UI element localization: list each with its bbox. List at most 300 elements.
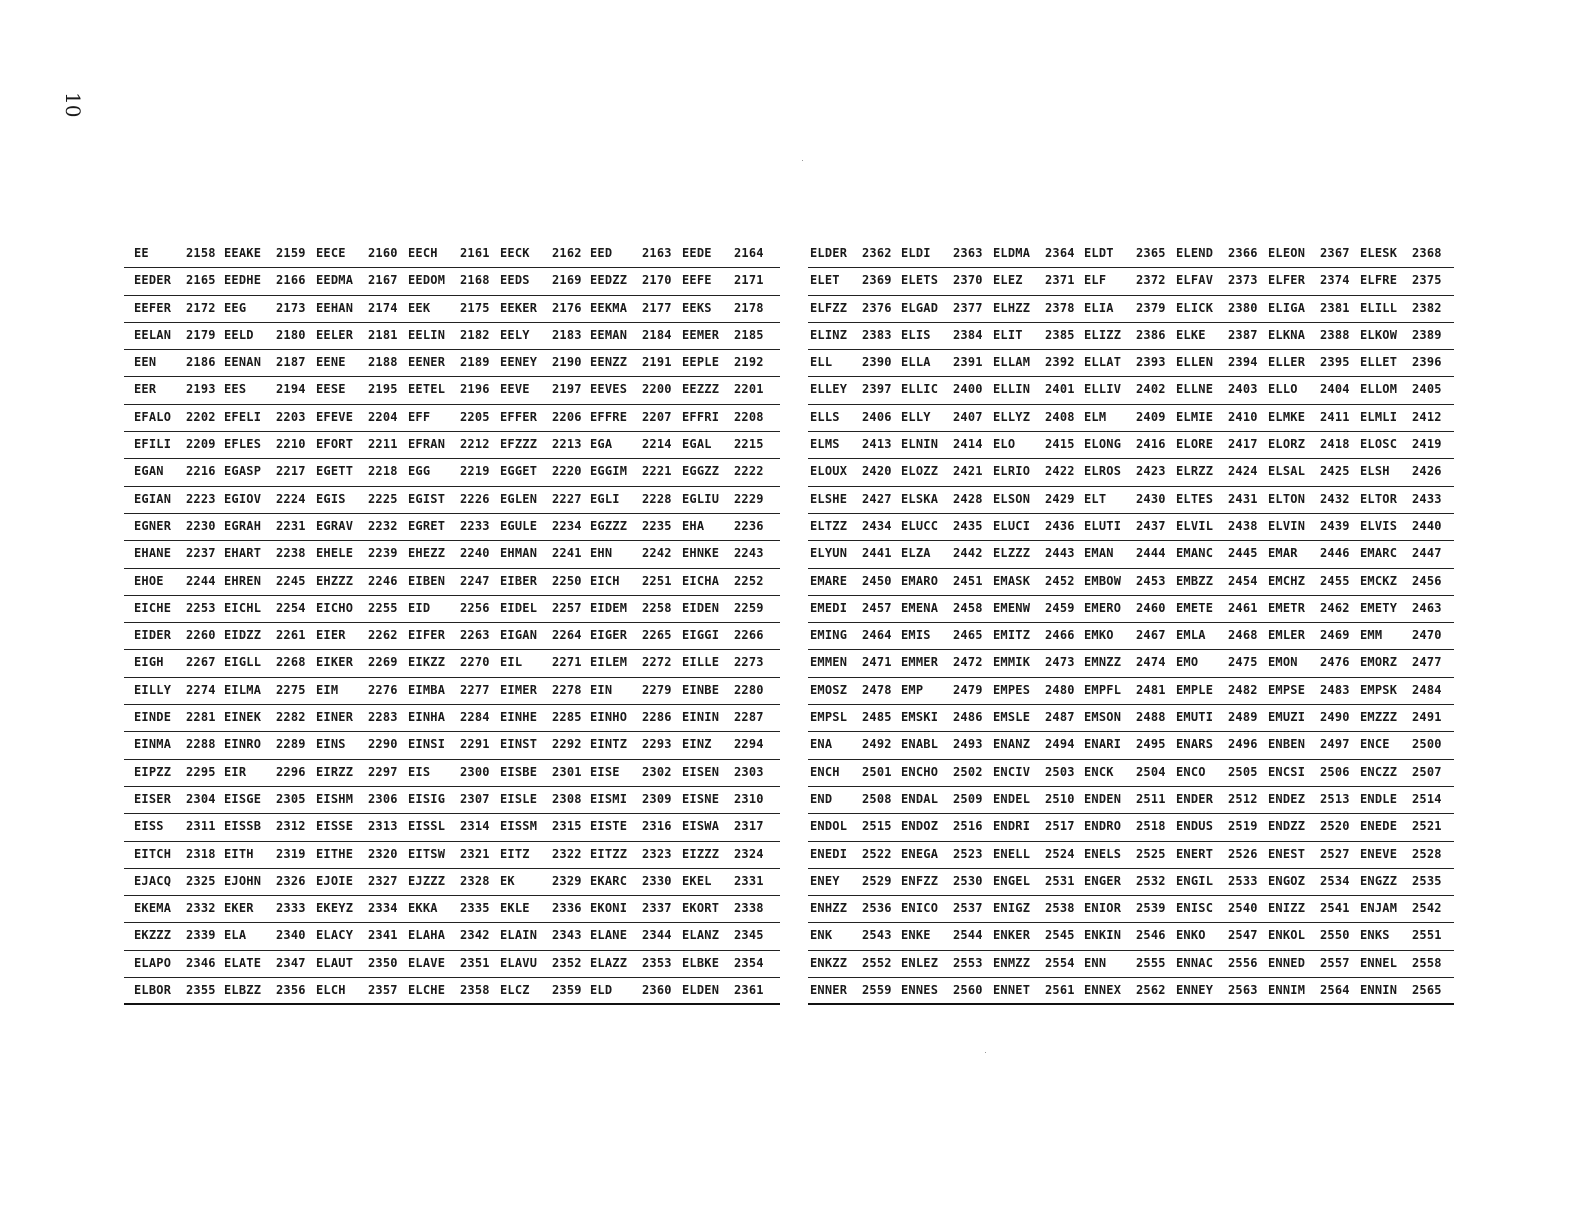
entry-number: 2196 — [460, 382, 490, 397]
index-entry — [590, 819, 672, 833]
entry-number: 2467 — [1136, 628, 1166, 643]
entry-code: ENDRI — [993, 819, 1031, 834]
entry-code: ELYUN — [810, 546, 848, 561]
index-entry — [224, 792, 306, 806]
page-number: 10 — [61, 92, 85, 118]
entry-number: 2513 — [1320, 791, 1350, 806]
entry-code: ENNER — [810, 983, 848, 998]
entry-number: 2164 — [734, 246, 764, 260]
index-entry — [408, 956, 490, 970]
index-entry — [993, 983, 1075, 997]
index-entry — [810, 574, 892, 588]
entry-number: 2393 — [1136, 355, 1166, 370]
entry-code: EEMER — [682, 327, 720, 342]
entry-code: EFELI — [224, 409, 262, 424]
index-entry — [500, 956, 582, 970]
index-row — [124, 405, 780, 432]
index-entry — [224, 765, 306, 779]
index-entry — [1360, 792, 1442, 806]
index-entry — [1268, 901, 1350, 915]
entry-code: ELLAM — [993, 355, 1031, 370]
entry-code: EIZZZ — [682, 846, 720, 861]
index-entry — [590, 437, 672, 451]
index-entry — [500, 601, 582, 615]
index-entry — [408, 464, 490, 478]
entry-number: 2250 — [552, 573, 582, 588]
index-entry — [1084, 464, 1166, 478]
index-entry — [810, 492, 892, 506]
entry-code: EIBER — [500, 573, 538, 588]
entry-code: EIBEN — [408, 573, 446, 588]
entry-code: ENABL — [901, 737, 939, 752]
index-entry — [682, 710, 764, 724]
entry-number: 2262 — [368, 628, 398, 643]
right-index-table — [808, 241, 1454, 1005]
index-entry — [134, 574, 216, 588]
entry-code: ELETS — [901, 273, 939, 288]
entry-code: ELNIN — [901, 437, 939, 452]
index-entry — [682, 464, 764, 478]
entry-number: 2485 — [862, 710, 892, 725]
entry-number: 2416 — [1136, 437, 1166, 452]
entry-code: EGAN — [134, 464, 164, 479]
entry-number: 2181 — [368, 327, 398, 342]
entry-number: 2302 — [642, 764, 672, 779]
index-entry — [408, 492, 490, 506]
entry-number: 2327 — [368, 873, 398, 888]
index-entry — [810, 928, 892, 942]
entry-number: 2396 — [1412, 355, 1442, 370]
entry-number: 2241 — [552, 546, 582, 561]
entry-code: EMCHZ — [1268, 573, 1306, 588]
entry-number: 2418 — [1320, 437, 1350, 452]
entry-code: ELFZZ — [810, 300, 848, 315]
entry-code: EJOHN — [224, 873, 262, 888]
entry-number: 2517 — [1045, 819, 1075, 834]
entry-number: 2204 — [368, 409, 398, 424]
entry-code: EGASP — [224, 464, 262, 479]
index-entry — [590, 382, 672, 396]
entry-code: ELCZ — [500, 983, 530, 998]
entry-number: 2425 — [1320, 464, 1350, 479]
entry-number: 2521 — [1412, 819, 1442, 834]
entry-code: EGETT — [316, 464, 354, 479]
entry-code: ELEON — [1268, 246, 1306, 260]
entry-code: EMITZ — [993, 628, 1031, 643]
index-entry — [810, 301, 892, 315]
entry-code: EITCH — [134, 846, 172, 861]
index-entry — [1176, 519, 1258, 533]
index-entry — [1084, 492, 1166, 506]
index-entry — [901, 765, 983, 779]
entry-code: EKEL — [682, 873, 712, 888]
entry-number: 2338 — [734, 901, 764, 916]
entry-number: 2433 — [1412, 491, 1442, 506]
entry-code: EFRAN — [408, 437, 446, 452]
index-entry — [316, 328, 398, 342]
entry-code: EMSLE — [993, 710, 1031, 725]
entry-code: ELCH — [316, 983, 346, 998]
entry-number: 2282 — [276, 710, 306, 725]
entry-code: ENA — [810, 737, 833, 752]
index-entry — [224, 901, 306, 915]
index-entry — [993, 355, 1075, 369]
entry-code: EIN — [590, 682, 613, 697]
index-entry — [993, 546, 1075, 560]
index-entry — [1360, 655, 1442, 669]
entry-code: ENCO — [1176, 764, 1206, 779]
entry-code: ENMZZ — [993, 955, 1031, 970]
index-entry — [1176, 246, 1258, 260]
entry-number: 2469 — [1320, 628, 1350, 643]
entry-code: EID — [408, 600, 431, 615]
index-row — [808, 514, 1454, 541]
index-entry — [134, 328, 216, 342]
index-entry — [408, 655, 490, 669]
entry-code: EGRAV — [316, 518, 354, 533]
entry-code: ELINZ — [810, 327, 848, 342]
entry-code: EITSW — [408, 846, 446, 861]
entry-number: 2556 — [1228, 955, 1258, 970]
entry-code: EINS — [316, 737, 346, 752]
entry-code: EMERO — [1084, 600, 1122, 615]
entry-code: EITHE — [316, 846, 354, 861]
entry-code: ELVIS — [1360, 518, 1398, 533]
index-entry — [993, 464, 1075, 478]
entry-code: EENZZ — [590, 355, 628, 370]
entry-code: ENKE — [901, 928, 931, 943]
scan-speck — [802, 160, 803, 161]
entry-code: EEDS — [500, 273, 530, 288]
index-entry — [1176, 410, 1258, 424]
entry-number: 2502 — [953, 764, 983, 779]
index-entry — [1268, 328, 1350, 342]
entry-code: ENIOR — [1084, 901, 1122, 916]
entry-code: EFILI — [134, 437, 172, 452]
entry-code: EIPZZ — [134, 764, 172, 779]
entry-code: ELOZZ — [901, 464, 939, 479]
index-entry — [1360, 847, 1442, 861]
index-row — [808, 814, 1454, 841]
entry-code: EIER — [316, 628, 346, 643]
entry-code: ENEST — [1268, 846, 1306, 861]
entry-number: 2312 — [276, 819, 306, 834]
index-entry — [682, 956, 764, 970]
entry-number: 2200 — [642, 382, 672, 397]
index-entry — [408, 574, 490, 588]
entry-code: EEVE — [500, 382, 530, 397]
entry-code: ENCH — [810, 764, 840, 779]
entry-code: EES — [224, 382, 247, 397]
entry-number: 2480 — [1045, 682, 1075, 697]
entry-code: EMSKI — [901, 710, 939, 725]
index-entry — [1084, 546, 1166, 560]
entry-code: ELLET — [1360, 355, 1398, 370]
index-entry — [901, 355, 983, 369]
entry-number: 2341 — [368, 928, 398, 943]
index-entry — [590, 492, 672, 506]
index-entry — [993, 492, 1075, 506]
index-entry — [901, 382, 983, 396]
entry-number: 2333 — [276, 901, 306, 916]
index-entry — [316, 382, 398, 396]
index-entry — [1084, 819, 1166, 833]
index-entry — [590, 956, 672, 970]
index-row — [808, 787, 1454, 814]
entry-number: 2161 — [460, 246, 490, 260]
index-entry — [1176, 847, 1258, 861]
entry-code: EFF — [408, 409, 431, 424]
index-entry — [316, 765, 398, 779]
entry-number: 2439 — [1320, 518, 1350, 533]
index-entry — [1360, 628, 1442, 642]
index-entry — [810, 683, 892, 697]
entry-code: EMEDI — [810, 600, 848, 615]
entry-number: 2213 — [552, 437, 582, 452]
index-entry — [682, 382, 764, 396]
index-entry — [224, 382, 306, 396]
index-row — [124, 432, 780, 459]
index-entry — [224, 601, 306, 615]
entry-number: 2371 — [1045, 273, 1075, 288]
entry-number: 2378 — [1045, 300, 1075, 315]
index-entry — [316, 492, 398, 506]
entry-code: EMON — [1268, 655, 1298, 670]
entry-number: 2340 — [276, 928, 306, 943]
entry-number: 2317 — [734, 819, 764, 834]
entry-code: EILLE — [682, 655, 720, 670]
index-row — [124, 732, 780, 759]
index-entry — [1360, 928, 1442, 942]
entry-code: EESE — [316, 382, 346, 397]
entry-number: 2415 — [1045, 437, 1075, 452]
index-entry — [224, 983, 306, 997]
index-entry — [1176, 710, 1258, 724]
index-entry — [1176, 928, 1258, 942]
index-row — [808, 459, 1454, 486]
index-entry — [590, 765, 672, 779]
entry-code: ELLOM — [1360, 382, 1398, 397]
entry-code: ENGIL — [1176, 873, 1214, 888]
entry-code: EIDZZ — [224, 628, 262, 643]
entry-code: EIRZZ — [316, 764, 354, 779]
index-entry — [1268, 628, 1350, 642]
index-entry — [1360, 246, 1442, 260]
index-entry — [134, 628, 216, 642]
entry-number: 2465 — [953, 628, 983, 643]
entry-number: 2311 — [186, 819, 216, 834]
entry-number: 2268 — [276, 655, 306, 670]
index-entry — [1176, 301, 1258, 315]
index-entry — [1360, 273, 1442, 287]
index-entry — [682, 765, 764, 779]
index-entry — [134, 683, 216, 697]
entry-code: EINTZ — [590, 737, 628, 752]
entry-number: 2194 — [276, 382, 306, 397]
index-entry — [810, 546, 892, 560]
entry-code: EFORT — [316, 437, 354, 452]
index-entry — [1176, 792, 1258, 806]
entry-code: EEKMA — [590, 300, 628, 315]
entry-number: 2430 — [1136, 491, 1166, 506]
entry-number: 2354 — [734, 955, 764, 970]
entry-number: 2281 — [186, 710, 216, 725]
entry-number: 2366 — [1228, 246, 1258, 260]
index-entry — [810, 737, 892, 751]
index-entry — [590, 601, 672, 615]
index-row — [124, 377, 780, 404]
entry-code: EINST — [500, 737, 538, 752]
index-entry — [682, 246, 764, 260]
entry-code: EER — [134, 382, 157, 397]
entry-number: 2507 — [1412, 764, 1442, 779]
entry-number: 2177 — [642, 300, 672, 315]
entry-number: 2536 — [862, 901, 892, 916]
entry-code: EIKZZ — [408, 655, 446, 670]
index-entry — [316, 928, 398, 942]
index-entry — [993, 301, 1075, 315]
entry-code: ENKER — [993, 928, 1031, 943]
entry-number: 2289 — [276, 737, 306, 752]
index-entry — [1360, 328, 1442, 342]
entry-number: 2461 — [1228, 600, 1258, 615]
entry-number: 2260 — [186, 628, 216, 643]
entry-code: ELD — [590, 983, 613, 998]
index-entry — [901, 628, 983, 642]
entry-number: 2162 — [552, 246, 582, 260]
index-entry — [993, 246, 1075, 260]
index-entry — [316, 519, 398, 533]
entry-number: 2475 — [1228, 655, 1258, 670]
index-entry — [590, 328, 672, 342]
index-entry — [316, 301, 398, 315]
entry-code: EINBE — [682, 682, 720, 697]
index-entry — [500, 246, 582, 260]
entry-code: ENANZ — [993, 737, 1031, 752]
entry-number: 2172 — [186, 300, 216, 315]
entry-number: 2372 — [1136, 273, 1166, 288]
entry-code: ELT — [1084, 491, 1107, 506]
index-entry — [901, 737, 983, 751]
entry-number: 2225 — [368, 491, 398, 506]
entry-number: 2402 — [1136, 382, 1166, 397]
index-entry — [1084, 710, 1166, 724]
entry-number: 2339 — [186, 928, 216, 943]
index-row — [124, 869, 780, 896]
index-entry — [993, 519, 1075, 533]
entry-code: EMPSK — [1360, 682, 1398, 697]
entry-number: 2251 — [642, 573, 672, 588]
entry-number: 2301 — [552, 764, 582, 779]
entry-number: 2324 — [734, 846, 764, 861]
index-entry — [682, 519, 764, 533]
index-entry — [1360, 683, 1442, 697]
entry-number: 2489 — [1228, 710, 1258, 725]
entry-number: 2384 — [953, 327, 983, 342]
entry-number: 2353 — [642, 955, 672, 970]
index-entry — [408, 710, 490, 724]
entry-code: EMZZZ — [1360, 710, 1398, 725]
entry-code: ENCIV — [993, 764, 1031, 779]
entry-number: 2483 — [1320, 682, 1350, 697]
entry-number: 2530 — [953, 873, 983, 888]
entry-number: 2528 — [1412, 846, 1442, 861]
entry-number: 2234 — [552, 518, 582, 533]
index-row — [808, 650, 1454, 677]
entry-code: EEHAN — [316, 300, 354, 315]
entry-code: EEKS — [682, 300, 712, 315]
entry-code: ELFAV — [1176, 273, 1214, 288]
entry-code: ELSH — [1360, 464, 1390, 479]
entry-code: ENIGZ — [993, 901, 1031, 916]
entry-code: ENCZZ — [1360, 764, 1398, 779]
index-entry — [408, 819, 490, 833]
entry-code: ELLEN — [1176, 355, 1214, 370]
index-entry — [316, 983, 398, 997]
entry-code: EJZZZ — [408, 873, 446, 888]
entry-number: 2184 — [642, 327, 672, 342]
index-entry — [224, 519, 306, 533]
entry-code: ENNEY — [1176, 983, 1214, 998]
entry-number: 2375 — [1412, 273, 1442, 288]
entry-code: ENNES — [901, 983, 939, 998]
entry-code: ELROS — [1084, 464, 1122, 479]
entry-code: EIGH — [134, 655, 164, 670]
entry-number: 2460 — [1136, 600, 1166, 615]
entry-number: 2470 — [1412, 628, 1442, 643]
index-row — [124, 459, 780, 486]
index-entry — [134, 301, 216, 315]
entry-code: ENFZZ — [901, 873, 939, 888]
entry-number: 2453 — [1136, 573, 1166, 588]
entry-number: 2459 — [1045, 600, 1075, 615]
index-entry — [408, 928, 490, 942]
index-entry — [1268, 246, 1350, 260]
entry-number: 2305 — [276, 791, 306, 806]
entry-number: 2224 — [276, 491, 306, 506]
entry-code: ENERT — [1176, 846, 1214, 861]
entry-code: EIS — [408, 764, 431, 779]
entry-number: 2435 — [953, 518, 983, 533]
index-entry — [224, 710, 306, 724]
index-row — [808, 377, 1454, 404]
entry-code: ELORE — [1176, 437, 1214, 452]
entry-number: 2386 — [1136, 327, 1166, 342]
entry-number: 2479 — [953, 682, 983, 697]
entry-number: 2279 — [642, 682, 672, 697]
index-entry — [408, 328, 490, 342]
entry-number: 2395 — [1320, 355, 1350, 370]
index-entry — [682, 683, 764, 697]
entry-number: 2259 — [734, 600, 764, 615]
index-entry — [682, 737, 764, 751]
entry-code: ELEND — [1176, 246, 1214, 260]
index-entry — [1268, 792, 1350, 806]
entry-code: EGIAN — [134, 491, 172, 506]
entry-number: 2401 — [1045, 382, 1075, 397]
entry-number: 2491 — [1412, 710, 1442, 725]
entry-number: 2452 — [1045, 573, 1075, 588]
index-entry — [901, 464, 983, 478]
index-entry — [1176, 273, 1258, 287]
entry-code: EICHA — [682, 573, 720, 588]
index-entry — [500, 301, 582, 315]
index-entry — [682, 601, 764, 615]
entry-number: 2342 — [460, 928, 490, 943]
entry-code: EIGER — [590, 628, 628, 643]
entry-number: 2413 — [862, 437, 892, 452]
entry-code: ENKZZ — [810, 955, 848, 970]
